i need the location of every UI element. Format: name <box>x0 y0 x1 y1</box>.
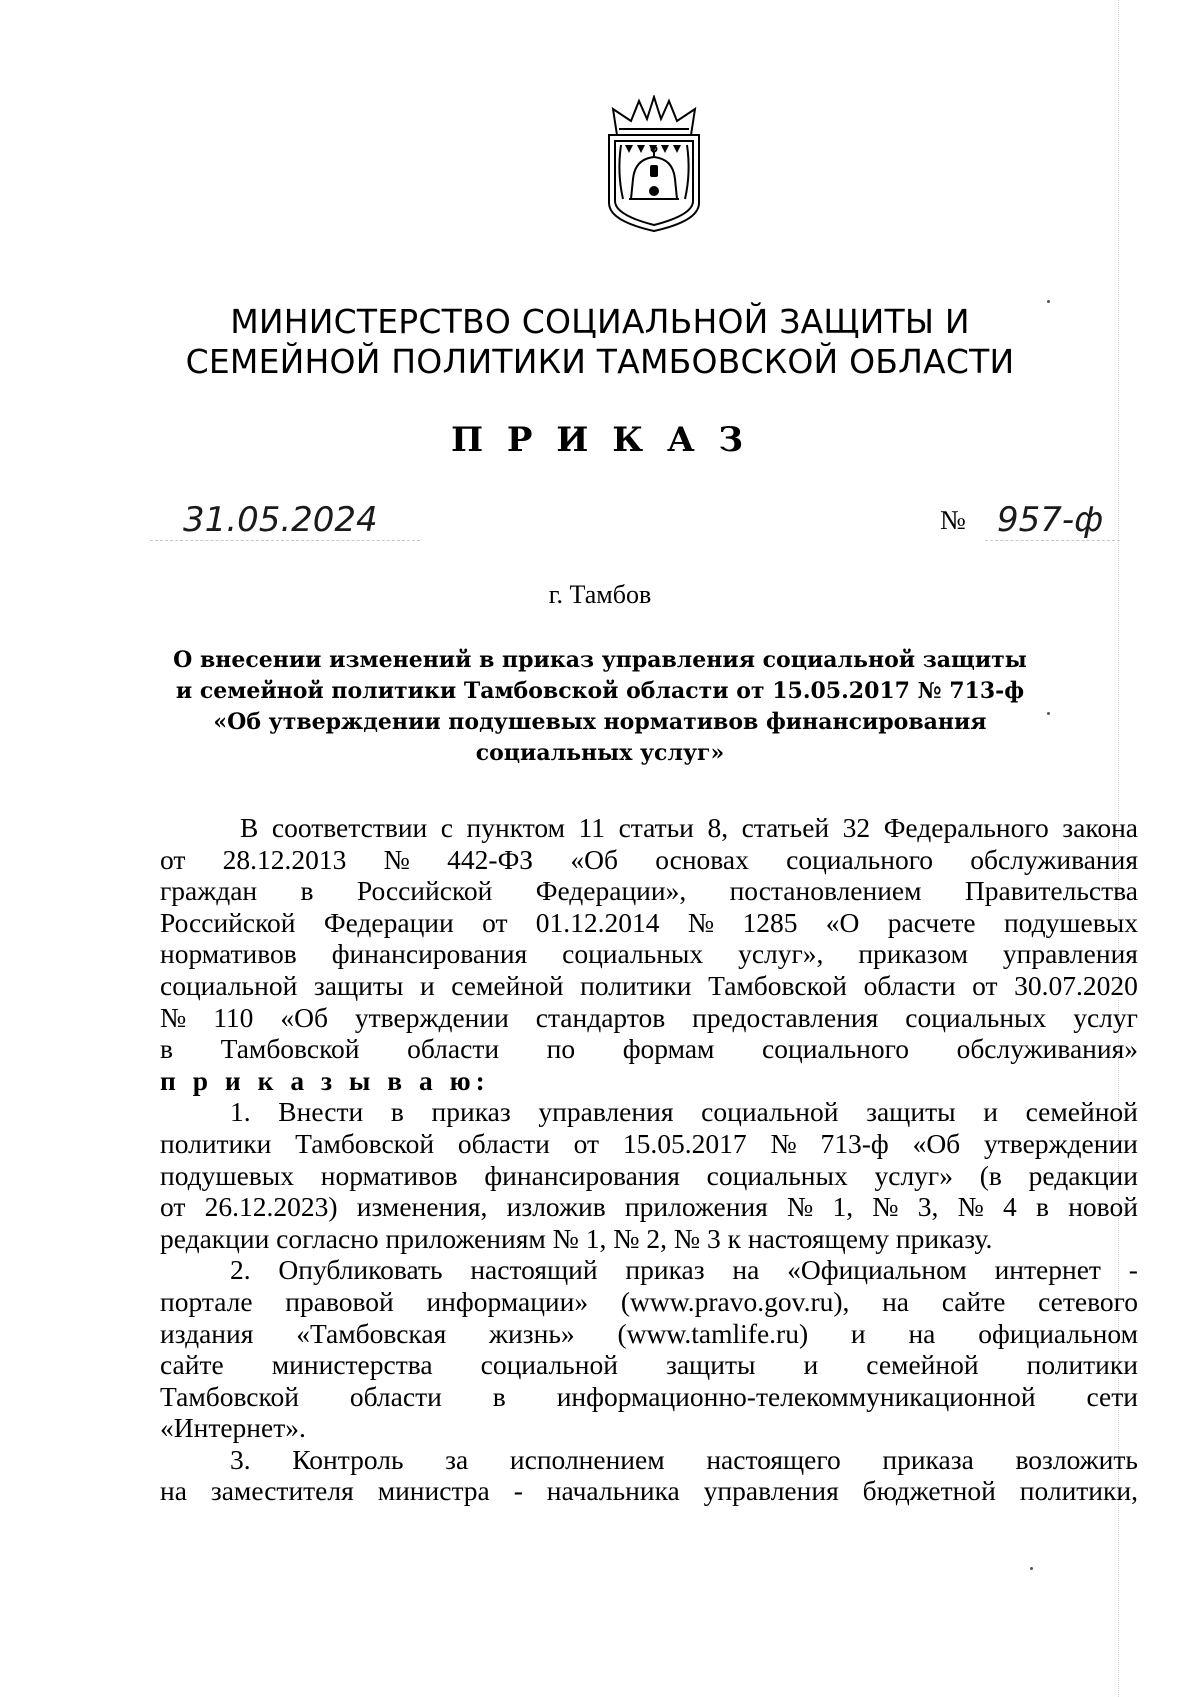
word: приказ <box>431 1096 511 1128</box>
word: интернет <box>994 1254 1101 1286</box>
word: 26.12.2023) <box>204 1191 338 1223</box>
word: - <box>1128 1254 1138 1286</box>
word: № <box>383 843 410 875</box>
word: и <box>850 1317 866 1349</box>
word: в <box>390 1096 404 1128</box>
scan-speck <box>1047 712 1050 715</box>
word: граждан <box>160 875 258 907</box>
item-1-paragraph <box>160 1096 1138 1222</box>
word: подушевых <box>1003 906 1138 938</box>
word: 1. <box>230 1096 251 1128</box>
scan-speck <box>1047 300 1050 303</box>
order-date-handwritten: 31.05.2024 <box>183 500 378 540</box>
word: утверждении <box>354 1001 509 1033</box>
item-2-last-line <box>160 1412 1138 1444</box>
word: социальных <box>706 1159 848 1191</box>
word: формам <box>622 1033 715 1065</box>
word: 01.12.2014 <box>535 906 660 938</box>
word: 3, <box>917 1191 939 1223</box>
text-line <box>160 875 1138 907</box>
order-subject <box>150 645 1050 769</box>
word: Федерального <box>883 812 1049 843</box>
word: 4 <box>1003 1191 1017 1223</box>
text-line: редакции согласно приложениям № 1, № 2, № 3 к настоящему приказу. <box>160 1222 993 1254</box>
word: изменения, <box>356 1191 488 1223</box>
item-2-paragraph <box>160 1254 1138 1412</box>
word: постановлением <box>729 875 922 907</box>
decree-line <box>160 1065 1138 1097</box>
word: сайте <box>941 1285 1006 1317</box>
word: в <box>492 1380 506 1412</box>
text-line <box>160 907 1138 939</box>
word: нормативов <box>320 1159 458 1191</box>
word: 1285 <box>742 906 798 938</box>
word: 110 <box>213 1001 254 1033</box>
word: Федерации <box>323 906 454 938</box>
word: обслуживания <box>970 843 1138 875</box>
word: 713-ф <box>820 1127 889 1159</box>
word: 2. <box>230 1254 251 1286</box>
word: № <box>160 1001 187 1033</box>
decree-word: п р и к а з ы в а ю: <box>160 1064 490 1096</box>
ministry-name-line2: СЕМЕЙНОЙ ПОЛИТИКИ ТАМБОВСКОЙ ОБЛАСТИ <box>185 342 1015 381</box>
word: от <box>160 843 186 875</box>
word: № <box>957 1191 984 1223</box>
word: на <box>732 1254 760 1286</box>
ministry-name-line1: МИНИСТЕРСТВО СОЦИАЛЬНОЙ ЗАЩИТЫ И <box>230 302 970 341</box>
word: 15.05.2017 <box>622 1127 747 1159</box>
word: В <box>240 812 259 843</box>
word: 11 <box>578 812 606 843</box>
word: утверждении <box>983 1127 1138 1159</box>
word: расчете <box>887 906 976 938</box>
word: - <box>513 1475 523 1507</box>
word: (в <box>979 1159 1002 1191</box>
text-line <box>160 1254 1138 1286</box>
text-line <box>160 1286 1138 1318</box>
word: на <box>160 1475 187 1507</box>
word: «О <box>825 906 860 938</box>
word: Тамбовской <box>708 969 848 1001</box>
word: с <box>440 812 454 843</box>
word: Российской <box>356 875 493 907</box>
word: 28.12.2013 <box>222 843 347 875</box>
date-underline <box>150 540 420 541</box>
word: 1, <box>832 1191 854 1223</box>
word: области <box>349 1380 442 1412</box>
word: в <box>160 1033 173 1065</box>
word: от <box>573 1127 600 1159</box>
word: 8, <box>707 812 729 843</box>
word: заместителя <box>210 1475 354 1507</box>
word: Правительства <box>964 875 1138 907</box>
word: Федерации», <box>535 875 687 907</box>
word: предоставления <box>692 1001 879 1033</box>
word: защиты <box>866 1096 956 1128</box>
word: изложив <box>506 1191 606 1223</box>
word: услуг», <box>738 938 824 970</box>
word: «Об <box>570 843 618 875</box>
word: от <box>972 969 998 1001</box>
word: на <box>908 1317 936 1349</box>
text-line <box>160 1033 1138 1065</box>
text-line <box>160 1160 1138 1192</box>
order-number-label: № <box>940 505 966 535</box>
word: 32 <box>842 812 871 843</box>
word: финансирования <box>484 1159 680 1191</box>
word: от <box>482 906 508 938</box>
text-line <box>160 970 1138 1002</box>
text-line <box>160 1318 1138 1350</box>
word: информации» <box>426 1285 589 1317</box>
word: информационно-телекоммуникационной <box>556 1380 1036 1412</box>
tambov-coat-of-arms-icon <box>595 95 713 233</box>
text-line <box>160 1444 1138 1476</box>
word: управления <box>538 1096 674 1128</box>
word: правовой <box>285 1285 394 1317</box>
word: услуг» <box>874 1159 953 1191</box>
word: и <box>983 1096 998 1128</box>
subject-line: «Об утверждении подушевых нормативов финансирования <box>213 709 987 735</box>
word: семейной <box>866 1349 979 1381</box>
word: области <box>863 969 956 1001</box>
text-line <box>160 1002 1138 1034</box>
word: и <box>419 969 435 1001</box>
word: Опубликовать <box>278 1254 443 1286</box>
text-line <box>160 812 1138 844</box>
text-line <box>160 938 1138 970</box>
word: от <box>160 1191 186 1223</box>
order-body <box>160 812 1138 1507</box>
word: приложения <box>624 1191 768 1223</box>
word: № <box>687 906 715 938</box>
word: закона <box>1062 812 1138 843</box>
word: приказ <box>625 1254 705 1286</box>
word: 30.07.2020 <box>1014 969 1138 1001</box>
number-underline <box>985 540 1120 541</box>
word: политики, <box>1019 1475 1138 1507</box>
word: сетевого <box>1038 1285 1138 1317</box>
word: статьей <box>741 812 830 843</box>
word: и <box>803 1349 819 1381</box>
word: 442-ФЗ <box>447 843 534 875</box>
word: официальном <box>978 1317 1138 1349</box>
word: Российской <box>160 906 296 938</box>
word: № <box>872 1191 899 1223</box>
word: социальной <box>160 969 298 1001</box>
word: Тамбовской <box>160 1380 299 1412</box>
word: управления <box>1002 938 1138 970</box>
word: жизнь» <box>489 1317 575 1349</box>
text-line <box>160 844 1138 876</box>
word: 3. <box>230 1443 251 1475</box>
word: социальной <box>701 1096 839 1128</box>
word: (www.tamlife.ru) <box>617 1317 809 1349</box>
word: настоящего <box>706 1443 841 1475</box>
order-number-handwritten: 957-ф <box>997 500 1104 540</box>
word: защиты <box>313 969 404 1001</box>
word: (www.pravo.gov.ru), <box>620 1285 850 1317</box>
word: начальника <box>546 1475 680 1507</box>
word: области <box>457 1127 550 1159</box>
word: политики <box>160 1127 272 1159</box>
word: социальных <box>905 1001 1047 1033</box>
text-line: «Интернет». <box>160 1412 306 1444</box>
word: семейной <box>1025 1096 1138 1128</box>
word: исполнением <box>509 1443 665 1475</box>
word: № <box>787 1191 814 1223</box>
word: социального <box>786 843 934 875</box>
word: «Тамбовская <box>296 1317 447 1349</box>
text-line <box>160 1096 1138 1128</box>
preamble-paragraph <box>160 812 1138 1065</box>
word: «Официальном <box>787 1254 967 1286</box>
word: социального <box>762 1033 909 1065</box>
subject-line: социальных услуг» <box>475 740 725 766</box>
text-line <box>160 1475 1138 1507</box>
order-title: П Р И К А З <box>450 420 750 460</box>
word: основах <box>655 843 749 875</box>
word: подушевых <box>160 1159 295 1191</box>
word: нормативов <box>160 938 297 970</box>
word: Тамбовской <box>295 1127 435 1159</box>
word: политики <box>580 969 692 1001</box>
word: издания <box>160 1317 254 1349</box>
word: в <box>300 875 314 907</box>
word: возложить <box>1015 1443 1138 1475</box>
word: управления <box>703 1475 839 1507</box>
word: финансирования <box>331 938 528 970</box>
word: за <box>445 1443 469 1475</box>
word: области <box>407 1033 500 1065</box>
word: Внести <box>278 1096 364 1128</box>
word: соответствии <box>271 812 428 843</box>
word: пунктом <box>466 812 566 843</box>
subject-line: и семейной политики Тамбовской области от 15.05.2017 № 713-ф <box>175 678 1025 704</box>
word: социальных <box>562 938 704 970</box>
word: сети <box>1086 1380 1138 1412</box>
word: Тамбовской <box>220 1033 360 1065</box>
item-1-last-line <box>160 1223 1138 1255</box>
word: Контроль <box>292 1443 404 1475</box>
text-line <box>160 1349 1138 1381</box>
word: бюджетной <box>862 1475 996 1507</box>
word: портале <box>160 1285 253 1317</box>
word: социальной <box>480 1349 618 1381</box>
word: обслуживания» <box>956 1033 1138 1065</box>
word: по <box>546 1033 576 1065</box>
word: на <box>882 1285 910 1317</box>
text-line <box>160 1381 1138 1413</box>
city-line: г. Тамбов <box>548 580 652 609</box>
word: статьи <box>618 812 694 843</box>
word: в <box>1035 1191 1049 1223</box>
word: новой <box>1068 1191 1138 1223</box>
word: стандартов <box>535 1001 666 1033</box>
word: «Об <box>280 1001 328 1033</box>
word: редакции <box>1028 1159 1138 1191</box>
word: приказа <box>882 1443 974 1475</box>
word: приказом <box>858 938 968 970</box>
word: «Об <box>912 1127 961 1159</box>
word: услуг <box>1073 1001 1138 1033</box>
word: защиты <box>665 1349 756 1381</box>
text-line <box>160 1191 1138 1223</box>
word: № <box>770 1127 797 1159</box>
text-line <box>160 1128 1138 1160</box>
word: министра <box>377 1475 490 1507</box>
word: сайте <box>160 1349 224 1381</box>
subject-line: О внесении изменений в приказ управления социальной защиты <box>173 647 1027 673</box>
word: политики <box>1026 1349 1138 1381</box>
word: семейной <box>451 969 564 1001</box>
word: министерства <box>271 1349 433 1381</box>
word: настоящий <box>470 1254 598 1286</box>
scan-speck <box>1030 1567 1033 1570</box>
item-3-paragraph <box>160 1444 1138 1507</box>
